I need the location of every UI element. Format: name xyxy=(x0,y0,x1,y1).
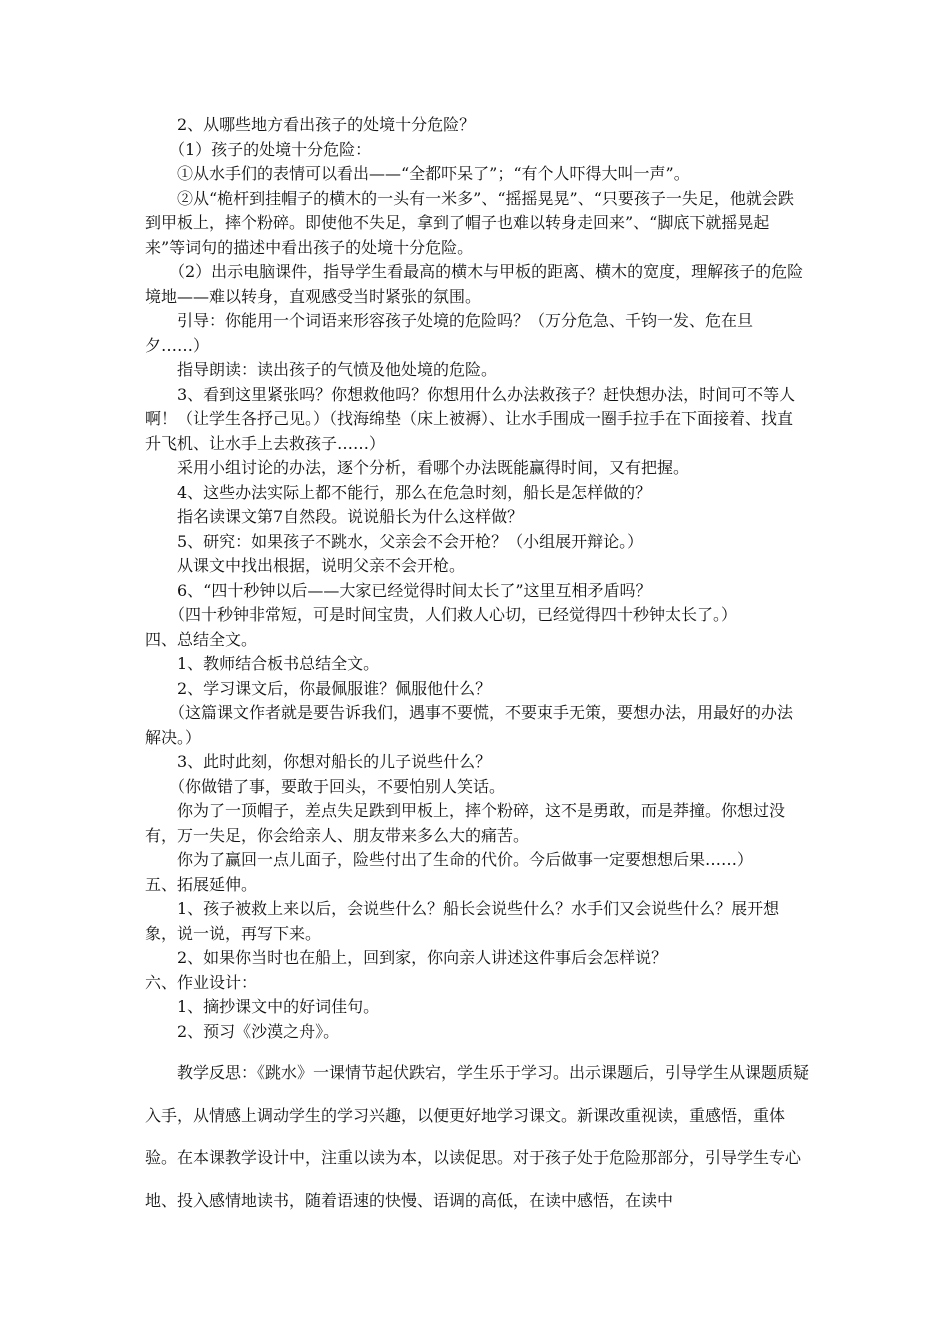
teaching-reflection xyxy=(145,1052,810,1222)
extension-1: 1、孩子被救上来以后，会说些什么？船长会说些什么？水手们又会说些什么？展开想象，说一说，再写下来。 xyxy=(145,899,780,943)
question-2: 2、从哪些地方看出孩子的处境十分危险？ xyxy=(177,115,476,134)
summary-2: 2、学习课文后，你最佩服谁？佩服他什么？ xyxy=(177,678,492,698)
section-6-heading: 六、作业设计： xyxy=(145,972,258,992)
section-4-heading: 四、总结全文。 xyxy=(145,629,258,649)
summary-3: 3、此时此刻，你想对船长的儿子说些什么？ xyxy=(177,752,492,771)
homework-1: 1、摘抄课文中的好词佳句。 xyxy=(177,997,380,1016)
extension-2: 2、如果你当时也在船上，回到家，你向亲人讲述这件事后会怎样说？ xyxy=(177,948,668,967)
summary-2-answer: （这篇课文作者就是要告诉我们，遇事不要慌，不要束手无策，要想办法，用最好的办法解决。） xyxy=(145,703,794,747)
question-5: 5、研究：如果孩子不跳水，父亲会不会开枪？（小组展开辩论。） xyxy=(177,531,644,551)
section-5-heading: 五、拓展延伸。 xyxy=(145,874,258,894)
summary-1: 1、教师结合板书总结全文。 xyxy=(177,654,380,673)
read-paragraph-7: 指名读课文第7自然段。说说船长为什么这样做？ xyxy=(177,507,524,526)
lesson-body xyxy=(145,113,805,1044)
point-1b: ②从“桅杆到挂帽子的横木的一头有一米多”、“摇摇晃晃”、“只要孩子一失足，他就会跌到甲板上，摔个粉碎。即使他不失足，拿到了帽子也难以转身走回来”、“脚底下就摇晃起来”等词句的描述中看出孩子的处境十分危险。 xyxy=(145,188,794,257)
point-1-heading: （1）孩子的处境十分危险： xyxy=(169,139,372,159)
point-2: （2）出示电脑课件，指导学生看最高的横木与甲板的距离、横木的宽度，理解孩子的危险境地——难以转身，直观感受当时紧张的氛围。 xyxy=(145,262,804,306)
question-4: 4、这些办法实际上都不能行，那么在危急时刻，船长是怎样做的？ xyxy=(177,482,652,502)
point-1a: ①从水手们的表情可以看出——“全都吓呆了”；“有个人吓得大叫一声”。 xyxy=(177,164,690,183)
summary-3-answer-c: 你为了赢回一点儿面子，险些付出了生命的代价。今后做事一定要想想后果……） xyxy=(177,850,754,869)
guidance-word: 引导：你能用一个词语来形容孩子处境的危险吗？（万分危急、千钧一发、危在旦夕……） xyxy=(145,311,754,355)
find-evidence: 从课文中找出根据，说明父亲不会开枪。 xyxy=(177,556,466,575)
question-3: 3、看到这里紧张吗？你想救他吗？你想用什么办法救孩子？赶快想办法，时间可不等人啊！（让学生各抒己见。）（找海绵垫（床上被褥）、让水手围成一圈手拉手在下面接着、找直升飞机、让水手上去救孩子……） xyxy=(145,384,796,453)
answer-6: （四十秒钟非常短，可是时间宝贵，人们救人心切，已经觉得四十秒钟太长了。） xyxy=(169,605,738,624)
summary-3-answer-a: （你做错了事，要敢于回头，不要怕别人笑话。 xyxy=(169,776,506,796)
question-6: 6、“四十秒钟以后——大家已经觉得时间太长了”这里互相矛盾吗？ xyxy=(177,580,652,600)
guidance-reading: 指导朗读：读出孩子的气愤及他处境的危险。 xyxy=(177,360,498,379)
homework-2: 2、预习《沙漠之舟》。 xyxy=(177,1021,340,1041)
summary-3-answer-b: 你为了一顶帽子，差点失足跌到甲板上，摔个粉碎，这不是勇敢，而是莽撞。你想过没有，万一失足，你会给亲人、朋友带来多么大的痛苦。 xyxy=(145,801,786,845)
group-discussion: 采用小组讨论的办法，逐个分析，看哪个办法既能赢得时间，又有把握。 xyxy=(177,458,690,477)
reflection-text: 教学反思：《跳水》一课情节起伏跌宕，学生乐于学习。出示课题后，引导学生从课题质疑入手，从情感上调动学生的学习兴趣，以便更好地学习课文。新课改重视读，重感悟，重体验。在本课教学设计中，注重以读为本，以读促思。对于孩子处于危险那部分，引导学生专心地、投入感情地读书，随着语速的快慢、语调的高低，在读中感悟，在读中 xyxy=(145,1063,810,1210)
